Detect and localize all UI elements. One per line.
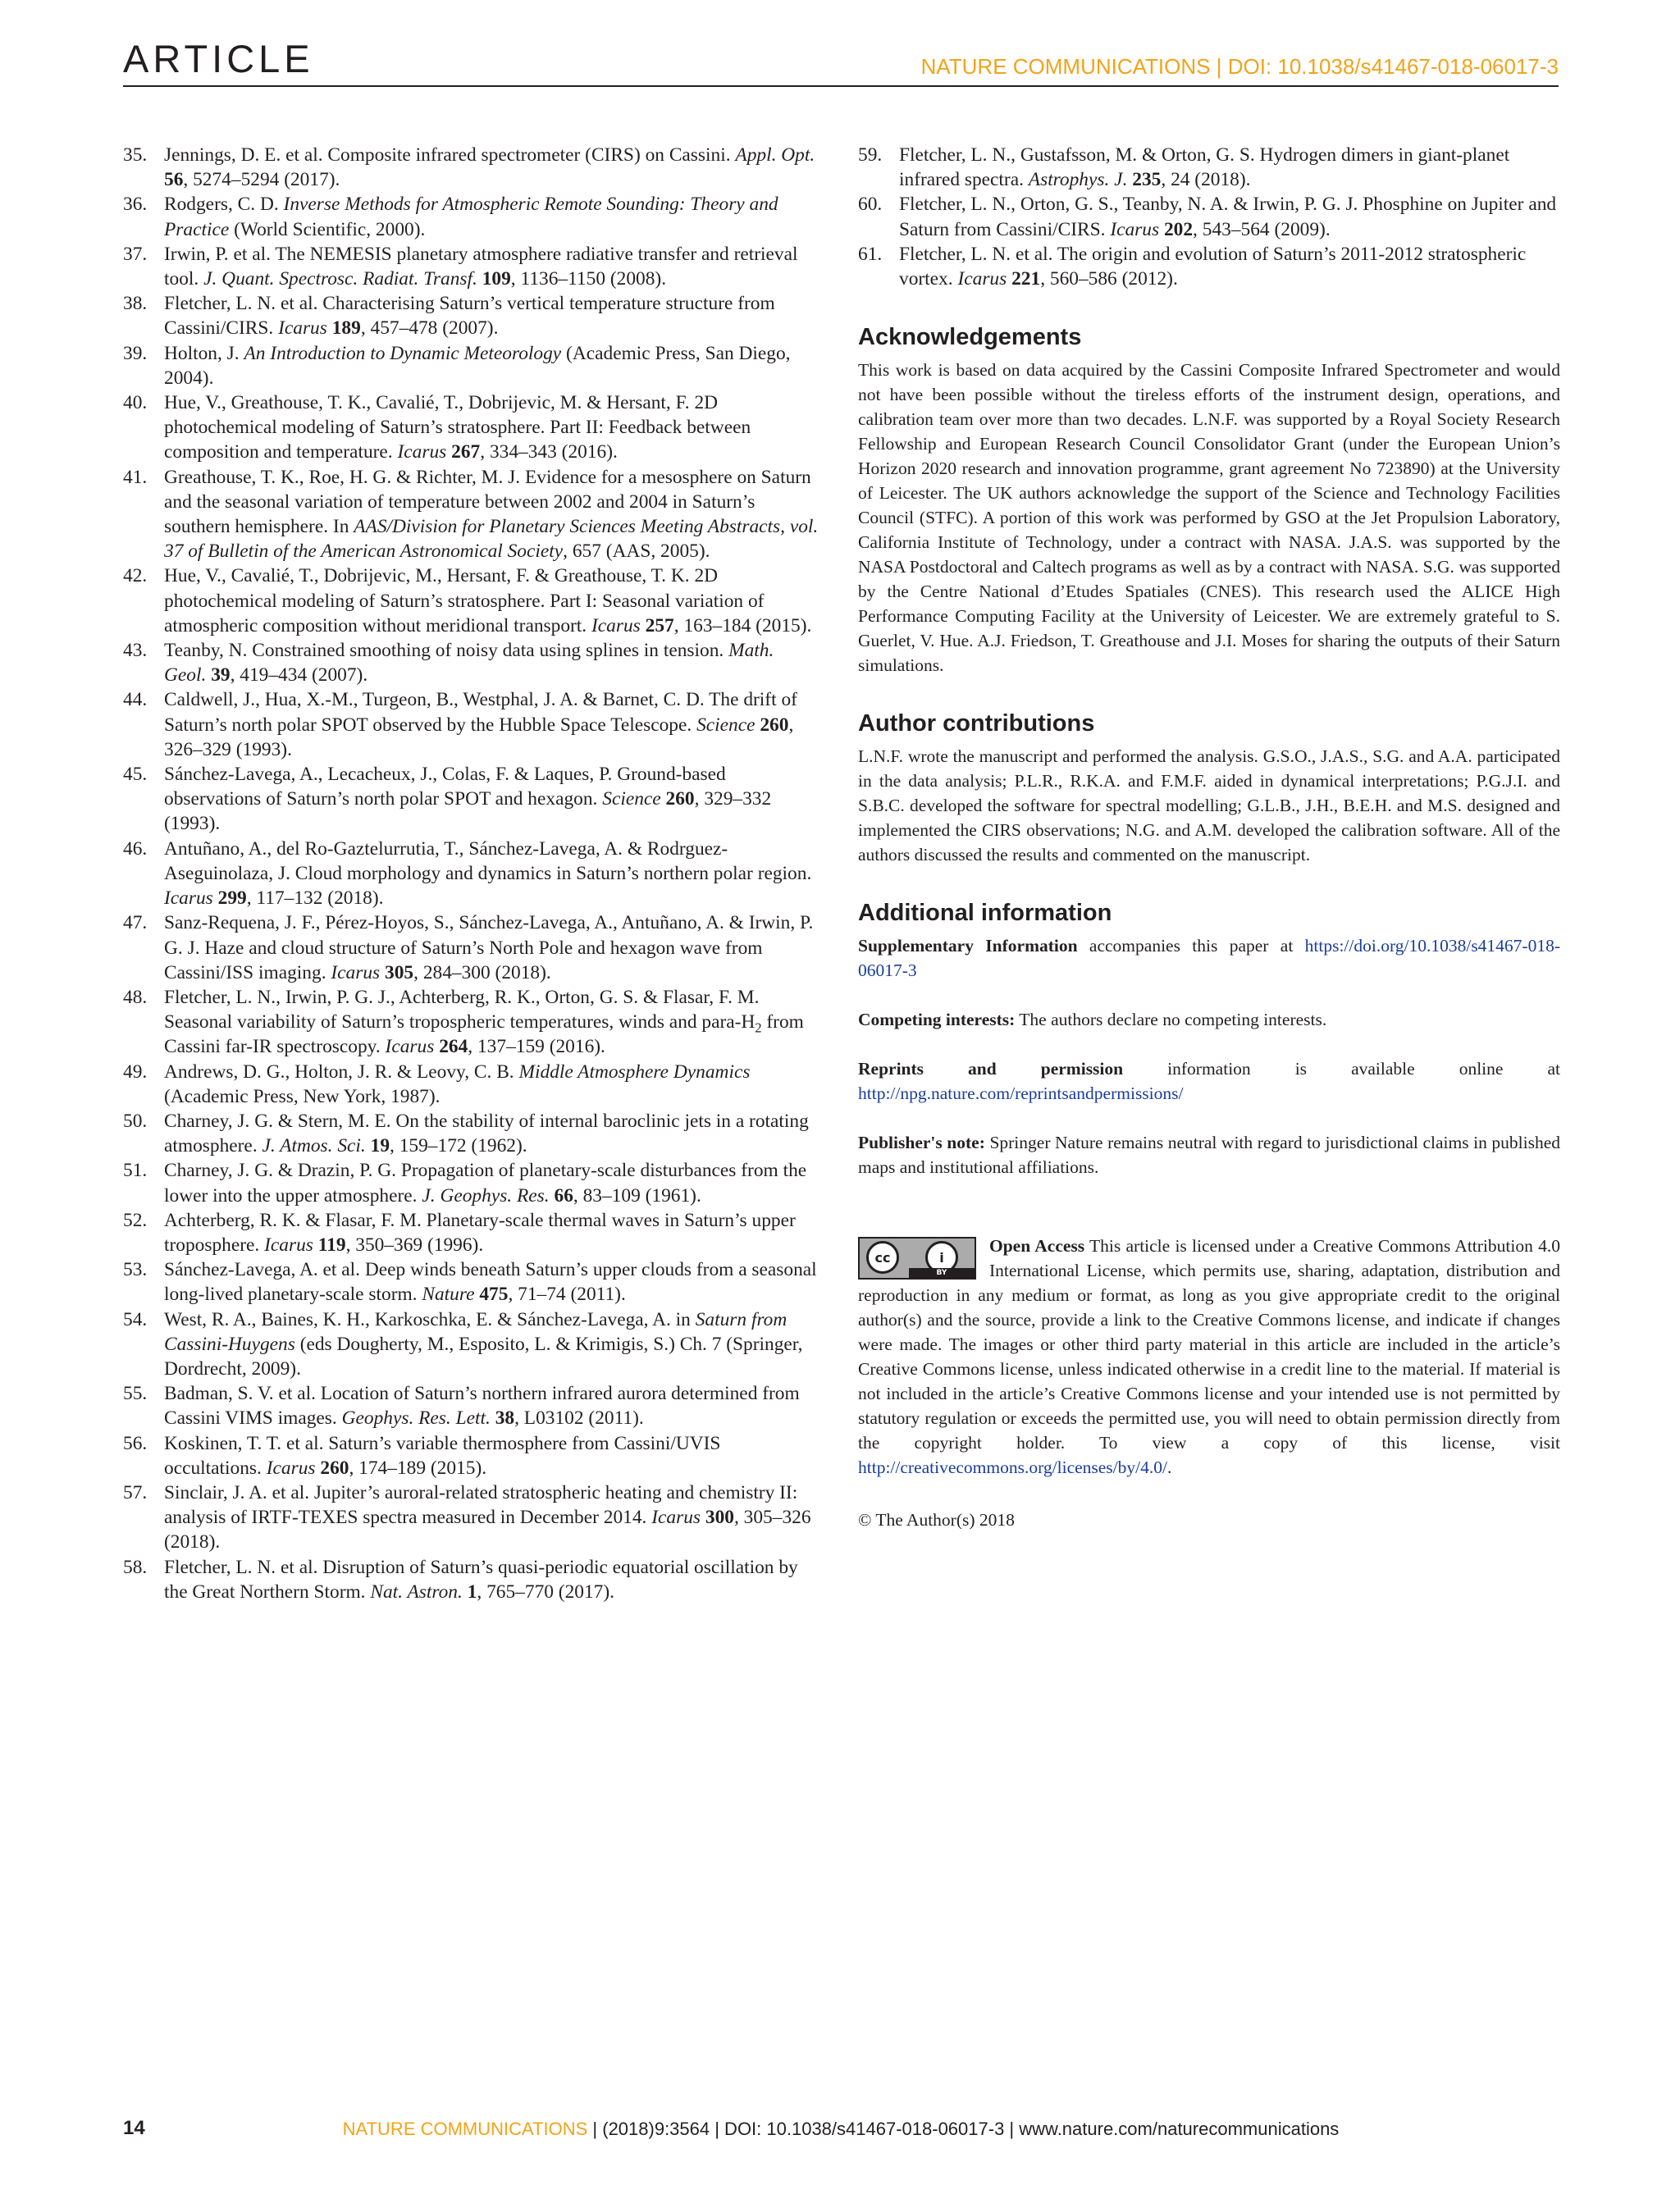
competing-text: The authors declare no competing interests.	[1019, 1010, 1327, 1030]
reference-number: 51.	[123, 1160, 148, 1182]
author-contributions-text: L.N.F. wrote the manuscript and performed the analysis. G.S.O., J.A.S., S.G. and A.A. participated in the data analysis; P.L.R., R.K.A. and F.M.F. aided in dynamical interpretations; P.G.J.I. and S.B.C. developed the software for spectral modelling; G.L.B., J.H., B.E.H. and M.S. designed and implemented the CIRS observations; N.G. and A.M. developed the calibration software. All of the authors discussed the results and commented on the manuscript.	[858, 746, 1560, 865]
reference-number: 58.	[123, 1556, 148, 1578]
reference-text: Holton, J. An Introduction to Dynamic Meteorology (Academic Press, San Diego, 2004).	[164, 342, 791, 389]
reference-text: Fletcher, L. N., Gustafsson, M. & Orton, G. S. Hydrogen dimers in giant-planet infrared spectra. Astrophys. J. 235, 24 (2018).	[899, 144, 1510, 191]
reprints-label: Reprints and permission	[858, 1059, 1124, 1079]
reference-text: Fletcher, L. N., Orton, G. S., Teanby, N. A. & Irwin, P. G. J. Phosphine on Jupiter and Saturn from Cassini/CIRS. Icarus 202, 543–564 (2009).	[899, 194, 1557, 240]
reference-number: 54.	[123, 1308, 148, 1330]
reference-number: 35.	[123, 144, 148, 166]
reference-text: Antuñano, A., del Ro-Gaztelurrutia, T., Sánchez-Lavega, A. & Rodrguez-Aseguinolaza, J. Cloud morphology and dynamics in Saturn’s northern polar region. Icarus 299, 117–132 (2018).	[164, 837, 812, 910]
reference-text: Hue, V., Cavalié, T., Dobrijevic, M., Hersant, F. & Greathouse, T. K. 2D photochemical modeling of Saturn’s stratosphere. Part I: Seasonal variation of atmospheric composition without meridional transport. Icarus 257, 163–184 (2015).	[164, 565, 812, 636]
reference-item	[123, 291, 820, 340]
reference-number: 39.	[123, 342, 148, 364]
reference-item	[123, 762, 820, 837]
reference-item	[123, 390, 820, 465]
reference-number: 43.	[123, 640, 148, 662]
reference-item	[858, 242, 1560, 291]
reference-item	[123, 1257, 820, 1307]
reference-text: Fletcher, L. N. et al. Characterising Saturn’s vertical temperature structure from Cassini/CIRS. Icarus 189, 457–478 (2007).	[164, 293, 775, 340]
additional-information-heading: Additional information	[858, 900, 1112, 927]
reference-item	[123, 1208, 820, 1257]
additional-information-section	[858, 900, 1560, 1179]
footer-citation-line	[123, 2119, 1559, 2140]
reference-text: Sinclair, J. A. et al. Jupiter’s auroral-related stratospheric heating and chemistry II: analysis of IRTF-TEXES spectra measured in December 2014. Icarus 300, 305–326 (2018).	[164, 1481, 811, 1553]
open-access-label: Open Access	[989, 1236, 1085, 1257]
reference-text: Fletcher, L. N. et al. Disruption of Saturn’s quasi-periodic equatorial oscillation by the Great Northern Storm. Nat. Astron. 1, 765–770 (2017).	[164, 1556, 798, 1603]
reference-item	[123, 242, 820, 291]
reference-text: Koskinen, T. T. et al. Saturn’s variable thermosphere from Cassini/UVIS occultations. Icarus 260, 174–189 (2015).	[164, 1432, 721, 1479]
acknowledgements-heading: Acknowledgements	[858, 324, 1082, 351]
reference-text: Fletcher, L. N. et al. The origin and evolution of Saturn’s 2011-2012 stratospheric vortex. Icarus 221, 560–586 (2012).	[899, 243, 1527, 290]
reference-number: 47.	[123, 912, 148, 934]
supplementary-text: accompanies this paper at	[1089, 936, 1294, 956]
reference-item	[123, 465, 820, 564]
attribution-person-icon: i	[925, 1241, 958, 1274]
reference-text: Andrews, D. G., Holton, J. R. & Leovy, C. B. Middle Atmosphere Dynamics (Academic Press, New York, 1987).	[164, 1061, 751, 1107]
reference-text: West, R. A., Baines, K. H., Karkoschka, E. & Sánchez-Lavega, A. in Saturn from Cassini-Huygens (eds Dougherty, M., Esposito, L. & Krimigis, S.) Ch. 7 (Springer, Dordrecht, 2009).	[164, 1308, 803, 1380]
reference-number: 37.	[123, 243, 148, 265]
author-contributions-section	[858, 710, 1560, 867]
reference-text: Sanz-Requena, J. F., Pérez-Hoyos, S., Sánchez-Lavega, A., Antuñano, A. & Irwin, P. G. J. Haze and cloud structure of Saturn’s North Pole and hexagon wave from Cassini/ISS imaging. Icarus 305, 284–300 (2018).	[164, 912, 814, 983]
reference-text: Irwin, P. et al. The NEMESIS planetary atmosphere radiative transfer and retrieval tool. J. Quant. Spectrosc. Radiat. Transf. 109, 1136–1150 (2008).	[164, 243, 798, 290]
by-label: BY	[909, 1268, 975, 1278]
cc-icon: cc	[866, 1241, 899, 1274]
reference-text: Jennings, D. E. et al. Composite infrared spectrometer (CIRS) on Cassini. Appl. Opt. 56, 5274–5294 (2017).	[164, 144, 815, 191]
journal-doi: NATURE COMMUNICATIONS | DOI: 10.1038/s41467-018-06017-3	[920, 54, 1559, 79]
reference-number: 46.	[123, 837, 148, 860]
reference-number: 42.	[123, 565, 148, 587]
reference-number: 48.	[123, 986, 148, 1008]
section-label: ARTICLE	[123, 37, 314, 80]
reference-text: Fletcher, L. N., Irwin, P. G. J., Achterberg, R. K., Orton, G. S. & Flasar, F. M. Seasonal variability of Saturn’s tropospheric temperatures, winds and para-$H_2$ from Cassini far-IR spectroscopy. Icarus 264, 137–159 (2016).	[164, 986, 804, 1058]
reference-number: 55.	[123, 1383, 148, 1405]
reference-item	[123, 1060, 820, 1109]
competing-interests	[858, 1007, 1560, 1032]
page-header	[123, 36, 1559, 87]
supplementary-label: Supplementary Information	[858, 936, 1078, 956]
acknowledgements-section	[858, 324, 1560, 677]
reference-text: Charney, J. G. & Drazin, P. G. Propagation of planetary-scale disturbances from the lower into the upper atmosphere. J. Geophys. Res. 66, 83–109 (1961).	[164, 1160, 807, 1207]
reference-item	[123, 1109, 820, 1158]
reference-number: 52.	[123, 1209, 148, 1231]
page-footer	[123, 2117, 1559, 2150]
reference-number: 36.	[123, 194, 148, 216]
reference-number: 41.	[123, 466, 148, 488]
reference-number: 44.	[123, 689, 148, 711]
reference-item	[123, 1480, 820, 1555]
cc-by-license-icon[interactable]	[858, 1237, 976, 1280]
reference-item	[123, 910, 820, 985]
reprints-link[interactable]: http://npg.nature.com/reprintsandpermissions/	[858, 1083, 1184, 1104]
reference-item	[123, 638, 820, 687]
reference-item	[123, 1555, 820, 1604]
reference-item	[123, 687, 820, 762]
reference-number: 61.	[858, 243, 883, 265]
reference-text: Achterberg, R. K. & Flasar, F. M. Planetary-scale thermal waves in Saturn’s upper troposphere. Icarus 119, 350–369 (1996).	[164, 1209, 796, 1256]
reference-number: 56.	[123, 1432, 148, 1454]
reference-text: Teanby, N. Constrained smoothing of noisy data using splines in tension. Math. Geol. 39, 419–434 (2007).	[164, 640, 774, 687]
reference-number: 50.	[123, 1110, 148, 1132]
open-access-section	[858, 1234, 1560, 1480]
footer-journal: NATURE COMMUNICATIONS	[342, 2119, 588, 2139]
reprints-text: information is available online at	[1167, 1059, 1560, 1079]
open-access-body: This article is licensed under a Creative Commons Attribution 4.0 International License, which permits use, sharing, adaptation, distribution and reproduction in any medium or format, as long as you give appropriate credit to the original author(s) and the source, provide a link to the Creative Commons license, and indicate if changes were made. The images or other third party material in this article are included in the article’s Creative Commons license, unless indicated otherwise in a credit line to the material. If material is not included in the article’s Creative Commons license and your intended use is not permitted by statutory regulation or exceeds the permitted use, you will need to obtain permission directly from the copyright holder. To view a copy of this license, visit	[858, 1236, 1560, 1453]
reference-text: Charney, J. G. & Stern, M. E. On the stability of internal baroclinic jets in a rotating atmosphere. J. Atmos. Sci. 19, 159–172 (1962).	[164, 1110, 809, 1157]
page-number: 14	[123, 2117, 145, 2139]
reference-item	[123, 341, 820, 390]
reference-item	[123, 1307, 820, 1382]
reference-item	[123, 985, 820, 1060]
footer-citation: | (2018)9:3564 | DOI: 10.1038/s41467-018-06017-3 | www.nature.com/naturecommunications	[587, 2119, 1340, 2139]
competing-label: Competing interests:	[858, 1010, 1016, 1030]
license-link[interactable]: http://creativecommons.org/licenses/by/4.0/	[858, 1458, 1167, 1478]
publisher-label: Publisher's note:	[858, 1133, 985, 1153]
right-column	[858, 143, 1560, 1532]
reference-item	[123, 1381, 820, 1430]
reference-number: 45.	[123, 764, 148, 786]
reference-text: Sánchez-Lavega, A., Lecacheux, J., Colas, F. & Laques, P. Ground-based observations of Saturn’s north polar SPOT and hexagon. Science 260, 329–332 (1993).	[164, 764, 772, 835]
reference-text: Badman, S. V. et al. Location of Saturn’s northern infrared aurora determined from Cassini VIMS images. Geophys. Res. Lett. 38, L03102 (2011).	[164, 1383, 800, 1430]
reference-text: Sánchez-Lavega, A. et al. Deep winds beneath Saturn’s upper clouds from a seasonal long-lived planetary-scale storm. Nature 475, 71–74 (2011).	[164, 1259, 817, 1306]
supplementary-information	[858, 933, 1560, 983]
reference-item	[123, 563, 820, 638]
reprints-permission	[858, 1056, 1560, 1106]
reference-number: 49.	[123, 1061, 148, 1083]
reference-text: Caldwell, J., Hua, X.-M., Turgeon, B., Westphal, J. A. & Barnet, C. D. The drift of Saturn’s north polar SPOT observed by the Hubble Space Telescope. Science 260, 326–329 (1993).	[164, 689, 797, 760]
reference-number: 60.	[858, 194, 883, 216]
publisher-text: Springer Nature remains neutral with regard to jurisdictional claims in published maps and institutional affiliations.	[858, 1133, 1561, 1178]
copyright-notice: © The Author(s) 2018	[858, 1510, 1015, 1531]
reference-item	[858, 143, 1560, 192]
acknowledgements-text: This work is based on data acquired by the Cassini Composite Infrared Spectrometer and would not have been possible without the tireless efforts of the instrument design, operations, and calibration team over more than two decades. L.N.F. was supported by a Royal Society Research Fellowship and European Research Council Consolidator Grant (under the European Union’s Horizon 2020 research and innovation programme, grant agreement No 723890) at the University of Leicester. The UK authors acknowledge the support of the Science and Technology Facilities Council (STFC). A portion of this work was performed by GSO at the Jet Propulsion Laboratory, California Institute of Technology, under a contract with NASA. J.A.S. was supported by the NASA Postdoctoral and Caltech programs as well as by a contract with NASA. S.G. was supported by the Centre National d’Etudes Spatiales (CNES). This research used the ALICE High Performance Computing Facility at the University of Leicester. We are extremely grateful to S. Guerlet, V. Hue. A.J. Friedson, T. Greathouse and J.I. Moses for sharing the outputs of their Saturn simulations.	[858, 360, 1560, 676]
references-right-column	[858, 143, 1560, 291]
reference-number: 57.	[123, 1481, 148, 1503]
reference-item	[123, 837, 820, 911]
header-rule	[123, 85, 1559, 87]
publishers-note	[858, 1130, 1560, 1179]
reference-number: 38.	[123, 293, 148, 315]
reference-item	[123, 1158, 820, 1207]
references-left-column	[123, 143, 820, 1604]
supplementary-link[interactable]: https://doi.org/10.1038/s41467-018-06017-3	[858, 936, 1561, 981]
reference-item	[123, 143, 820, 192]
reference-text: Rodgers, C. D. Inverse Methods for Atmospheric Remote Sounding: Theory and Practice (World Scientific, 2000).	[164, 194, 778, 240]
reference-text: Hue, V., Greathouse, T. K., Cavalié, T., Dobrijevic, M. & Hersant, F. 2D photochemical modeling of Saturn’s stratosphere. Part II: Feedback between composition and temperature. Icarus 267, 334–343 (2016).	[164, 392, 751, 463]
open-access-end: .	[1166, 1458, 1172, 1478]
author-contributions-heading: Author contributions	[858, 710, 1095, 737]
reference-number: 53.	[123, 1259, 148, 1281]
reference-text: Greathouse, T. K., Roe, H. G. & Richter, M. J. Evidence for a mesosphere on Saturn and the seasonal variation of temperature between 2002 and 2004 in Saturn’s southern hemisphere. In AAS/Division for Planetary Sciences Meeting Abstracts, vol. 37 of Bulletin of the American Astronomical Society, 657 (AAS, 2005).	[164, 466, 819, 563]
reference-item	[123, 192, 820, 241]
reference-item	[858, 192, 1560, 241]
reference-number: 40.	[123, 392, 148, 414]
reference-number: 59.	[858, 144, 883, 166]
reference-item	[123, 1431, 820, 1480]
